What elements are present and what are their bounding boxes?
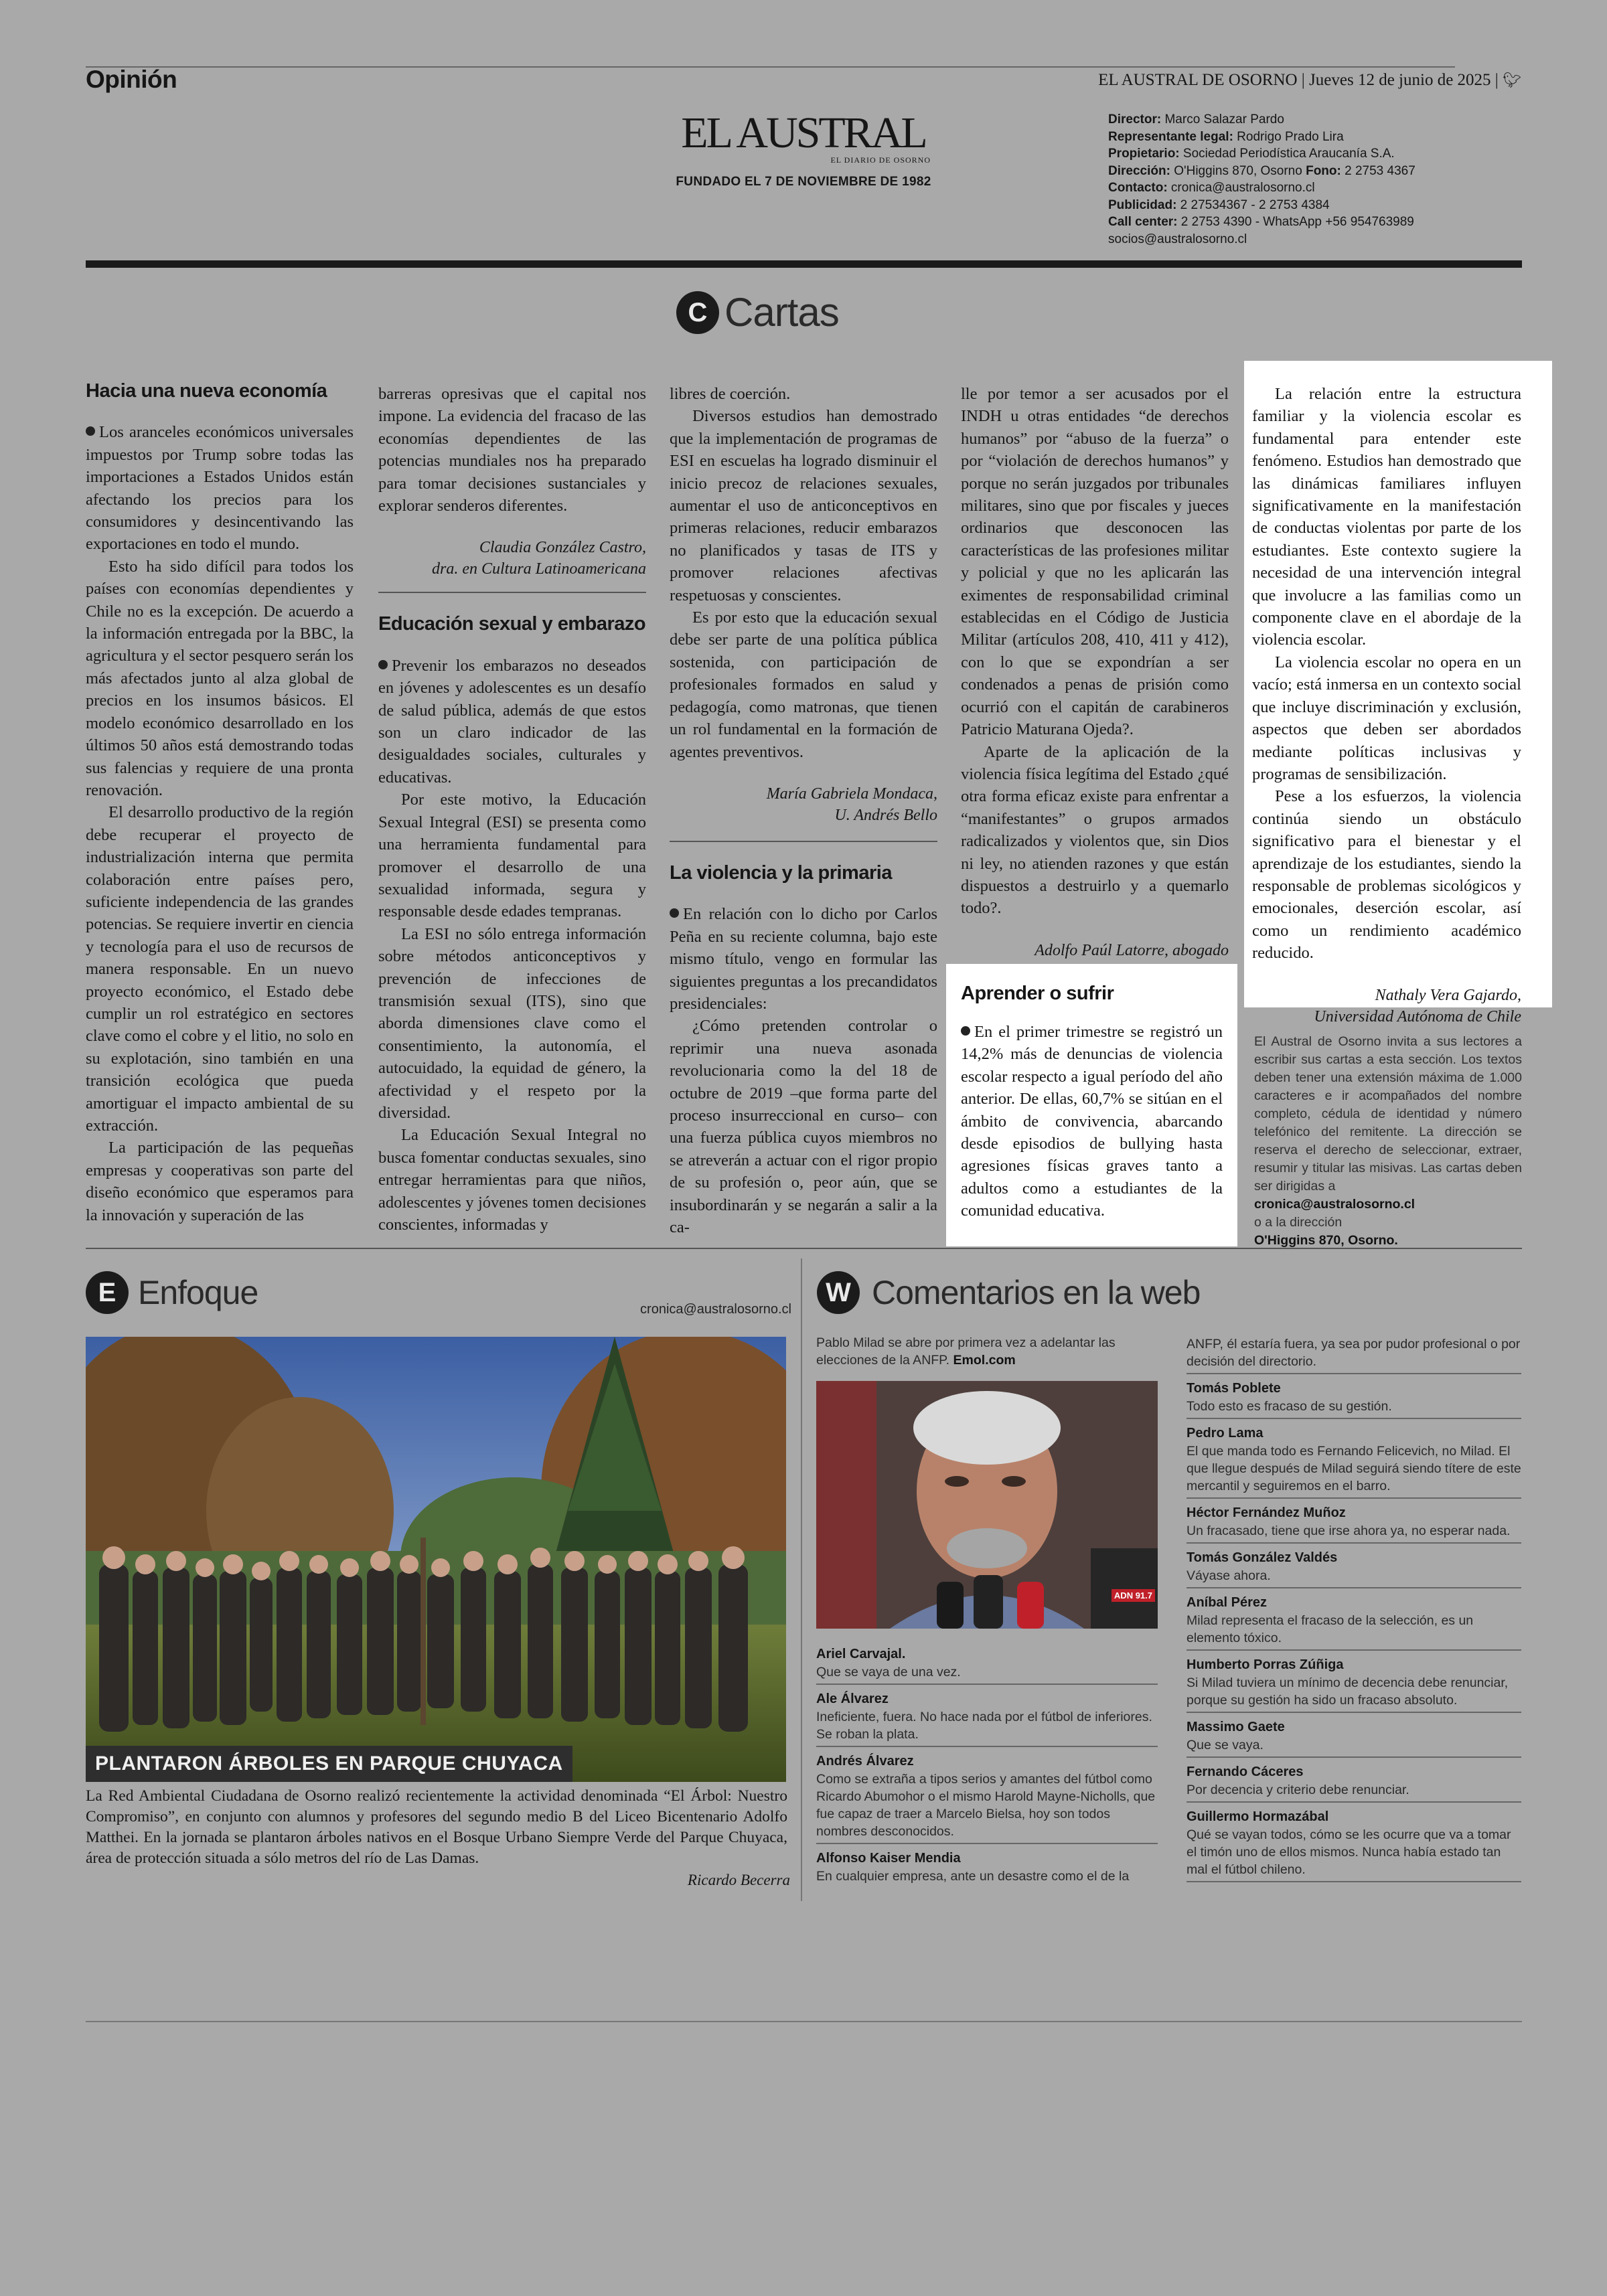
letter-heading-violencia: La violencia y la primaria (670, 862, 892, 884)
web-intro: Pablo Milad se abre por primera vez a adelantar las elecciones de la ANFP. Emol.com (816, 1335, 1116, 1368)
comment-item (1187, 1762, 1521, 1803)
letter-column-3 (670, 383, 937, 1238)
header-thick-rule (86, 260, 1522, 268)
comment-text: Que se vaya de una vez. (816, 1665, 961, 1679)
bullet-icon (961, 1026, 970, 1036)
letter-paragraph: Pese a los esfuerzos, la violencia continúa siendo un obstáculo significativo para el bienestar y el aprendizaje de los estudiantes, siendo la responsable de problemas sicológicos y emocionales, deserción escolar, así como un rendimiento académico reducido. (1252, 787, 1521, 963)
signature: Claudia González Castro, dra. en Cultura Latinoamericana (431, 539, 646, 578)
comment-text: Todo esto es fracaso de su gestión. (1187, 1399, 1392, 1414)
comment-text: Váyase ahora. (1187, 1568, 1271, 1583)
letter-paragraph: La relación entre la estructura familiar y la violencia escolar es fundamental para entender este fenómeno. Estudios han demostrado que las dinámicas familiares influyen significativamente en la manifestación de conductas violentas por parte de los estudiantes. Este contexto sugiere la necesidad de una intervención integral que involucre a las familias como un componente clave en el abordaje de la violencia escolar. (1252, 385, 1521, 649)
letter-paragraph: En relación con lo dicho por Carlos Peña en su reciente columna, bajo este mismo título, vengo en formular las siguientes preguntas a los precandidatos presidenciales: (670, 905, 937, 1013)
comment-item (816, 1689, 1158, 1747)
web-source-link[interactable]: Emol.com (953, 1353, 1016, 1368)
letter-paragraph: Esto ha sido difícil para todos los países con economías dependientes y Chile no es la excepción. De acuerdo a la información entregada por la BBC, la agricultura y el sector pesquero serán los más afectados junto al alza global de precios en los insumos básicos. El modelo económico desarrollado en los últimos 50 años está demostrando todas sus falencias y requiere de una pronta renovación. (86, 557, 354, 799)
enfoque-photo (86, 1337, 786, 1782)
comment-author: Andrés Álvarez (816, 1754, 914, 1769)
masthead (663, 108, 944, 189)
comment-text: Un fracasado, tiene que irse ahora ya, no esperar nada. (1187, 1524, 1511, 1538)
bullet-icon (378, 660, 388, 669)
signature: María Gabriela Mondaca, U. Andrés Bello (766, 785, 937, 824)
enfoque-badge: E (86, 1271, 129, 1314)
comment-text: Ineficiente, fuera. No hace nada por el fútbol de inferiores. Se roban la plata. (816, 1710, 1152, 1742)
top-rule (86, 66, 1455, 68)
bullet-icon (86, 426, 95, 436)
comment-text: Milad representa el fracaso de la selección, es un elemento tóxico. (1187, 1613, 1474, 1645)
comment-author: Héctor Fernández Muñoz (1187, 1505, 1346, 1520)
masthead-title: EL AUSTRAL (681, 108, 926, 157)
cartas-title (676, 289, 839, 335)
section-label: Opinión (86, 66, 177, 93)
staff-line: Contacto: cronica@australosorno.cl (1108, 181, 1315, 195)
letter-paragraph: La Educación Sexual Integral no busca fomentar conductas sexuales, sino entregar herramientas para que niños, adolescentes y jóvenes tomen decisiones conscientes, informadas y (378, 1126, 646, 1234)
comment-item (1187, 1503, 1521, 1544)
cartas-title-text: Cartas (724, 290, 839, 335)
divider (670, 841, 937, 842)
letter-paragraph: lle por temor a ser acusados por el INDH u otras entidades “de derechos humanos” por “abuso de la fuerza” o por “violación de derechos humanos” y porque no serán juzgados por tribunales militares, sino que por fiscales y jueces ordinarios que desconocen las características de las profesiones militar y policial y que no les aplicarán las eximentes de responsabilidad criminal establecidas en el Código de Justicia Militar (artículos 208, 410, 411 y 412), con lo que se expondrían a ser condenados a penas de prisión como ocurrió con el capitán de carabineros Patricio Maturana Ojeda?. (961, 385, 1229, 739)
enfoque-title (86, 1271, 258, 1314)
signature: Adolfo Paúl Latorre, abogado (1035, 941, 1229, 959)
comment-author: Ariel Carvajal. (816, 1647, 906, 1661)
twitter-icon: 🐦︎ (1503, 72, 1521, 89)
park-photo-illustration (86, 1337, 786, 1782)
comment-item (816, 1644, 1158, 1685)
letter-paragraph: Los aranceles económicos universales impuestos por Trump sobre todas las importaciones a Estados Unidos están afectando los precios para los consumidores y desincentivando las exportaciones en todo el mundo. (86, 423, 354, 554)
comment-author: Aníbal Pérez (1187, 1595, 1268, 1610)
highlight-box-aprender (946, 964, 1237, 1246)
vertical-divider (801, 1258, 802, 1901)
letter-paragraph: libres de coerción. (670, 385, 791, 403)
signature: Nathaly Vera Gajardo, Universidad Autónoma de Chile (1314, 986, 1521, 1026)
web-badge: W (817, 1271, 860, 1314)
letters-invitation (1254, 1033, 1522, 1250)
letter-column-5 (1252, 383, 1521, 1028)
comment-author: Tomás Poblete (1187, 1381, 1281, 1396)
comment-item (1187, 1378, 1521, 1419)
staff-line: Publicidad: 2 27534367 - 2 2753 4384 (1108, 197, 1330, 212)
comment-text: Si Milad tuviera un mínimo de decencia debe renunciar, porque su gestión ha sido un fracaso absoluto. (1187, 1675, 1509, 1708)
photo-title-banner: PLANTARON ÁRBOLES EN PARQUE CHUYACA (86, 1746, 572, 1782)
comment-author: Massimo Gaete (1187, 1720, 1285, 1734)
letter-paragraph: El desarrollo productivo de la región debe recuperar el proyecto de industrialización interna que permita colaboración entre países pero, suficiente independencia de las grandes potencias. Se requiere invertir en ciencia y tecnología para el uso de recursos de manera responsable. En un nuevo proyecto económico, el Estado debe cumplir un rol estratégico en sectores clave como el cobre y el litio, no solo en su explotación, sino también en una transición ecológica que pueda amortiguar el impacto ambiental de su extracción. (86, 803, 354, 1135)
letter-heading-economia: Hacia una nueva economía (86, 380, 327, 402)
comment-text: Por decencia y criterio debe renunciar. (1187, 1783, 1409, 1797)
enfoque-email[interactable]: cronica@australosorno.cl (640, 1302, 791, 1317)
photo-credit: Ricardo Becerra (687, 1872, 790, 1888)
comment-item (1187, 1807, 1521, 1882)
letter-paragraph: La ESI no sólo entrega información sobre métodos anticonceptivos y prevención de infecciones de transmisión sexual (ITS), sino que aborda dimensiones clave como el consentimiento, la autonomía, el autocuidado, la equidad de género, la afectividad y el respeto por la diversidad. (378, 924, 646, 1122)
invite-or: o a la dirección (1254, 1215, 1343, 1230)
box-heading: Aprender o sufrir (961, 983, 1114, 1004)
comment-author: Guillermo Hormazábal (1187, 1809, 1329, 1824)
letter-paragraph: La participación de las pequeñas empresas y cooperativas son parte del diseño económico que esperamos para la innovación y superación de las (86, 1139, 354, 1224)
comment-author: Ale Álvarez (816, 1692, 889, 1706)
comment-author: Alfonso Kaiser Mendia (816, 1851, 961, 1866)
comment-item (816, 1848, 1158, 1888)
letter-paragraph: barreras opresivas que el capital nos impone. La evidencia del fracaso de las economías dependientes de las potencias mundiales nos ha preparado para tomar decisiones sustanciales y explorar senderos diferentes. (378, 385, 646, 515)
section-divider (86, 1248, 1522, 1249)
bottom-rule (86, 2021, 1522, 2022)
staff-line: Propietario: Sociedad Periodística Araucanía S.A. (1108, 147, 1395, 161)
comment-item (1187, 1717, 1521, 1758)
photo-caption: La Red Ambiental Ciudadana de Osorno realizó recientemente la actividad denominada “El Árbol: Nuestro Compromiso”, en conjunto con alumnos y profesores del segundo medio B del Liceo Bicentenario Adolfo Matthei. En la jornada se plantaron árboles nativos en el Bosque Urbano Siempre Verde del Parque Chuyaca, área de protección situada a sólo metros del río de Las Damas. (86, 1787, 787, 1867)
comment-item (1187, 1655, 1521, 1713)
comment-text: Como se extraña a tipos serios y amantes del fútbol como Ricardo Abumohor o el mismo Harold Mayne-Nicholls, que fue capaz de traer a Marcelo Bielsa, hoy son todos nombres desconocidos. (816, 1772, 1156, 1839)
letter-paragraph: Prevenir los embarazos no deseados en jóvenes y adolescentes es un desafío de salud pública, además de que estos son un claro indicador de las desigualdades sociales, culturales y educativas. (378, 656, 646, 787)
mic-label: ADN 91.7 (1112, 1589, 1155, 1602)
letter-paragraph: Es por esto que la educación sexual debe ser parte de una política pública sostenida, con participación de profesionales formados en salud y pedagogía, como matronas, que tienen un rol fundamental en la formación de agentes preventivos. (670, 608, 937, 761)
letter-paragraph: Por este motivo, la Educación Sexual Integral (ESI) se presenta como una herramienta fundamental para promover el desarrollo de una sexualidad informada, segura y responsable desde edades tempranas. (378, 791, 646, 921)
comment-item (816, 1751, 1158, 1844)
letter-paragraph: ¿Cómo pretenden controlar o reprimir una nueva asonada revolucionaria como la del 18 de octubre de 2019 –que forma parte del proceso insurreccional en curso– con una fuerza pública cuyos miembros no se atreverán a actuar con el rigor propio de su profesión o, peor aún, que se insubordinarán y se negarán a salir a la ca- (670, 1017, 937, 1236)
staff-line: Dirección: O'Higgins 870, Osorno Fono: 2 2753 4367 (1108, 163, 1415, 178)
comment-item (1187, 1592, 1521, 1651)
staff-box (1108, 111, 1415, 248)
web-comments-right (1187, 1334, 1521, 1886)
comment-author: Humberto Porras Zúñiga (1187, 1657, 1344, 1672)
dateline (1098, 71, 1521, 90)
staff-line: Call center: 2 2753 4390 - WhatsApp +56 954763989 (1108, 215, 1414, 229)
comment-author: Pedro Lama (1187, 1426, 1264, 1441)
invite-address: O'Higgins 870, Osorno. (1254, 1233, 1398, 1248)
comment-author: Tomás González Valdés (1187, 1550, 1338, 1565)
masthead-subtitle: EL DIARIO DE OSORNO (830, 155, 931, 165)
letter-paragraph: En el primer trimestre se registró un 14,2% más de denuncias de violencia escolar respecto a igual período del año anterior. De ellas, 60,7% se sitúan en el ámbito de convivencia, abarcando desde episodios de bullying hasta agresiones físicas graves tanto a adultos como a estudiantes de la comunidad educativa. (961, 1023, 1223, 1220)
comment-author: Fernando Cáceres (1187, 1765, 1304, 1779)
comment-text: Que se vaya. (1187, 1738, 1264, 1752)
letter-paragraph: Diversos estudios han demostrado que la implementación de programas de ESI en escuelas ha logrado disminuir el inicio precoz de relaciones sexuales, aumentar el uso de anticonceptivos en primeras relaciones, reducir embarazos no planificados y tasas de ITS y promover relaciones afectivas respetuosas y conscientes. (670, 407, 937, 604)
web-title (817, 1271, 1200, 1314)
letter-column-4 (961, 383, 1229, 975)
comment-text: El que manda todo es Fernando Felicevich, no Milad. El que llegue después de Milad seguirá siendo títere de este mercantil y seguiremos en el barro. (1187, 1444, 1521, 1493)
comment-continuation: ANFP, él estaría fuera, ya sea por pudor profesional o por decisión del directorio. (1187, 1334, 1521, 1374)
founded-line: FUNDADO EL 7 DE NOVIEMBRE DE 1982 (676, 175, 931, 189)
letter-column-2 (378, 383, 646, 1236)
invite-text: El Austral de Osorno invita a sus lectores a escribir sus cartas a esta sección. Los textos deben tener una extensión máxima de 1.000 caracteres e ir acompañados del nombre completo, cédula de identidad y número telefónico del remitente. La dirección se reserva el derecho de seleccionar, extraer, resumir y titular las misivas. Las cartas deben ser dirigidas a (1254, 1034, 1522, 1194)
staff-line: Representante legal: Rodrigo Prado Lira (1108, 129, 1344, 144)
letter-heading-educacion: Educación sexual y embarazo (378, 613, 646, 635)
comment-item (1187, 1423, 1521, 1499)
web-comments-left (816, 1644, 1158, 1892)
letter-paragraph: Aparte de la aplicación de la violencia física legítima del Estado ¿qué otra forma eficaz existe para enfrentar a “manifestantes” o grupos armados radicalizados y violentos que, sin Dios ni ley, no atienden razones y que están dispuestos a destruirlo y a quemarlo todo?. (961, 742, 1229, 918)
box-text (961, 1021, 1223, 1222)
cartas-badge: C (676, 291, 719, 334)
web-title-text: Comentarios en la web (872, 1274, 1201, 1311)
comment-text: En cualquier empresa, ante un desastre como el de la (816, 1869, 1130, 1884)
press-photo-illustration (816, 1381, 1158, 1629)
bullet-icon (670, 908, 679, 918)
invite-email[interactable]: cronica@australosorno.cl (1254, 1197, 1415, 1212)
staff-line: Director: Marco Salazar Pardo (1108, 112, 1284, 127)
divider (378, 592, 646, 593)
enfoque-title-text: Enfoque (138, 1274, 258, 1311)
letter-column-1 (86, 380, 354, 1226)
letter-paragraph: La violencia escolar no opera en un vacío; está inmersa en un contexto social que incluye discriminación y exclusión, aspectos que deben ser abordados mediante políticas inclusivas y programas de sensibilización. (1252, 653, 1521, 783)
dateline-text: EL AUSTRAL DE OSORNO | Jueves 12 de junio de 2025 | (1098, 71, 1499, 89)
web-photo (816, 1381, 1158, 1629)
comment-item (1187, 1548, 1521, 1588)
staff-line: socios@australosorno.cl (1108, 232, 1247, 246)
comment-text: Qué se vayan todos, cómo se les ocurre que va a tomar el timón uno de ellos mismos. Nunca había estado tan mal el fútbol chileno. (1187, 1827, 1511, 1877)
